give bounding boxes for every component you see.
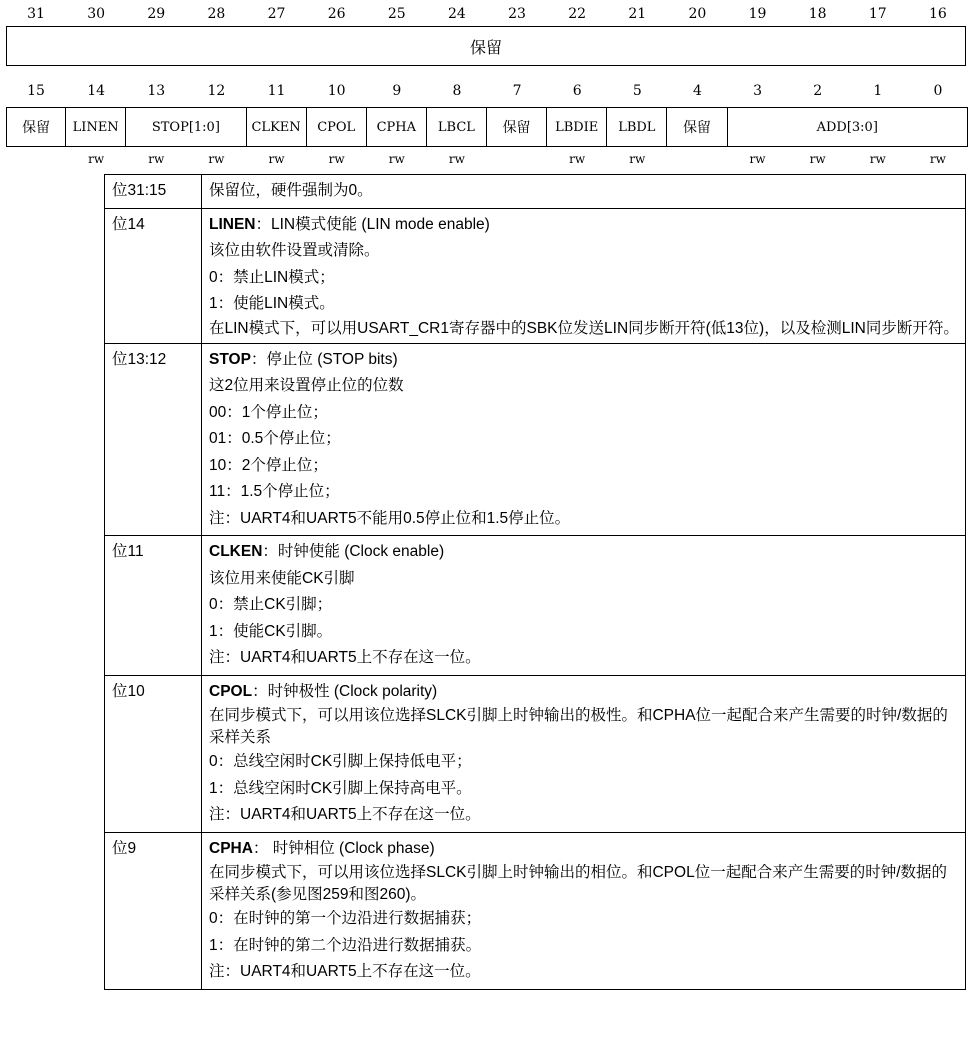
bit-number: 2 xyxy=(813,83,823,99)
access-type: rw xyxy=(809,152,826,166)
field-name: CPHA xyxy=(209,839,253,857)
bit-number: 31 xyxy=(27,6,45,22)
bit-range: 位31:15 xyxy=(105,175,202,209)
field-reserved: 保留 xyxy=(667,108,727,146)
description-line: 0：禁止CK引脚； xyxy=(209,596,333,613)
access-type: rw xyxy=(629,152,646,166)
bit-numbers-high xyxy=(6,3,968,25)
access-type: rw xyxy=(388,152,405,166)
bit-number: 17 xyxy=(868,6,887,22)
access-type xyxy=(487,150,547,168)
bit-number: 10 xyxy=(327,83,346,99)
field-title: ： 时钟相位 (Clock phase) xyxy=(252,839,435,857)
table-row xyxy=(105,832,966,989)
bit-description xyxy=(202,675,966,832)
access-type: rw xyxy=(208,152,225,166)
description-line: 1：使能LIN模式。 xyxy=(209,295,335,312)
bit-number: 12 xyxy=(207,83,226,99)
table-row xyxy=(105,343,966,536)
description-line: 注：UART4和UART5不能用0.5停止位和1.5停止位。 xyxy=(209,509,571,527)
bit-number: 9 xyxy=(392,83,402,99)
bit-number: 28 xyxy=(207,6,226,22)
bit-numbers-low xyxy=(6,80,968,102)
description-line: 0：总线空闲时CK引脚上保持低电平； xyxy=(209,753,472,770)
bit-number: 13 xyxy=(147,83,166,99)
bit-number: 4 xyxy=(692,83,702,99)
bit-number: 22 xyxy=(568,6,587,22)
field-clken: CLKEN xyxy=(247,108,307,146)
register-fields xyxy=(6,107,968,147)
field-name: LINEN xyxy=(209,215,256,233)
bit-number: 30 xyxy=(87,6,106,22)
bit-number: 0 xyxy=(933,83,943,99)
bit-range: 位10 xyxy=(105,675,202,832)
bit-number: 16 xyxy=(929,6,947,22)
access-type xyxy=(6,150,66,168)
bit-description xyxy=(202,175,966,209)
table-row xyxy=(105,175,966,209)
description-line: 在LIN模式下，可以用USART_CR1寄存器中的SBK位发送LIN同步断开符(低13位)，以及检测LIN同步断开符。 xyxy=(209,319,959,337)
description-title xyxy=(209,212,959,239)
bit-range: 位13:12 xyxy=(105,343,202,536)
description-line: 这2位用来设置停止位的位数 xyxy=(209,377,404,394)
field-lbdl: LBDL xyxy=(607,108,667,146)
field-lbcl: LBCL xyxy=(427,108,487,146)
field-name: CLKEN xyxy=(209,543,263,560)
bit-number: 21 xyxy=(628,6,647,22)
description-line: 00：1个停止位； xyxy=(209,403,328,421)
description-title xyxy=(209,347,959,374)
description-line: 注：UART4和UART5上不存在这一位。 xyxy=(209,963,481,980)
field-name: STOP xyxy=(209,350,251,368)
bit-number: 20 xyxy=(688,6,707,22)
bit-number: 6 xyxy=(572,83,582,99)
bit-number: 19 xyxy=(748,6,767,22)
field-linen: LINEN xyxy=(66,108,126,146)
description-line: 注：UART4和UART5上不存在这一位。 xyxy=(209,649,481,666)
access-type: rw xyxy=(869,152,886,166)
access-type: rw xyxy=(448,152,465,166)
bit-description xyxy=(202,536,966,676)
description-line: 11：1.5个停止位； xyxy=(209,483,340,500)
bit-number: 27 xyxy=(267,6,286,22)
bit-number: 3 xyxy=(753,83,763,99)
field-title: ：LIN模式使能 (LIN mode enable) xyxy=(255,215,490,233)
description-title xyxy=(209,539,959,566)
field-cpha: CPHA xyxy=(367,108,427,146)
bit-description xyxy=(202,343,966,536)
access-type: rw xyxy=(749,152,766,166)
field-reserved: 保留 xyxy=(487,108,547,146)
field-stop: STOP[1:0] xyxy=(126,108,246,146)
field-title: ：停止位 (STOP bits) xyxy=(250,350,398,368)
bit-number: 18 xyxy=(808,6,827,22)
access-type: rw xyxy=(148,152,165,166)
bit-range: 位11 xyxy=(105,536,202,676)
access-type: rw xyxy=(569,152,586,166)
access-types xyxy=(6,150,968,168)
bit-number: 14 xyxy=(87,83,106,99)
bit-number: 24 xyxy=(448,6,466,22)
bit-number: 7 xyxy=(512,83,522,99)
field-title: ：时钟使能 (Clock enable) xyxy=(262,543,445,560)
field-name: CPOL xyxy=(209,682,253,700)
bit-number: 11 xyxy=(267,83,286,99)
bit-description xyxy=(202,832,966,989)
bit-number: 29 xyxy=(147,6,166,22)
field-cpol: CPOL xyxy=(307,108,367,146)
field-lbdie: LBDIE xyxy=(547,108,607,146)
bit-description xyxy=(202,208,966,343)
description-line: 0：在时钟的第一个边沿进行数据捕获； xyxy=(209,910,482,927)
table-row xyxy=(105,536,966,676)
access-type: rw xyxy=(88,152,105,166)
bit-number: 1 xyxy=(873,83,883,99)
bit-number: 5 xyxy=(632,83,642,99)
bit-number: 25 xyxy=(387,6,406,22)
field-add: ADD[3:0] xyxy=(728,108,968,146)
description-line: 保留位，硬件强制为0。 xyxy=(209,182,373,199)
table-row xyxy=(105,675,966,832)
description-line: 1：使能CK引脚。 xyxy=(209,622,333,640)
field-title: ：时钟极性 (Clock polarity) xyxy=(252,682,438,700)
access-type: rw xyxy=(929,152,946,166)
access-type: rw xyxy=(328,152,345,166)
bit-number: 26 xyxy=(327,6,346,22)
description-title xyxy=(209,679,959,706)
bit-range: 位9 xyxy=(105,832,202,989)
bit-number: 23 xyxy=(508,6,526,22)
access-type: rw xyxy=(268,152,285,166)
bit-description-table xyxy=(104,174,966,990)
description-line: 该位用来使能CK引脚 xyxy=(209,569,355,587)
description-line: 10：2个停止位； xyxy=(209,456,328,474)
description-line: 该位由软件设置或清除。 xyxy=(209,242,380,259)
description-line: 在同步模式下，可以用该位选择SLCK引脚上时钟输出的相位。和CPOL位一起配合来产生需要的时钟/数据的采样关系(参见图259和图260)。 xyxy=(209,864,948,903)
description-line: 在同步模式下，可以用该位选择SLCK引脚上时钟输出的极性。和CPHA位一起配合来产生需要的时钟/数据的采样关系 xyxy=(209,707,948,746)
access-type xyxy=(667,150,727,168)
bit-range: 位14 xyxy=(105,208,202,343)
description-line: 1：在时钟的第二个边沿进行数据捕获。 xyxy=(209,936,482,954)
bit-number: 8 xyxy=(452,83,462,99)
bit-number: 15 xyxy=(27,83,45,99)
table-row xyxy=(105,208,966,343)
reserved-high-field: 保留 xyxy=(6,26,966,66)
description-line: 0：禁止LIN模式； xyxy=(209,268,335,286)
description-title xyxy=(209,836,959,863)
description-line: 01：0.5个停止位； xyxy=(209,430,341,447)
description-line: 注：UART4和UART5上不存在这一位。 xyxy=(209,806,481,823)
field-reserved: 保留 xyxy=(6,108,66,146)
description-line: 1：总线空闲时CK引脚上保持高电平。 xyxy=(209,779,472,797)
